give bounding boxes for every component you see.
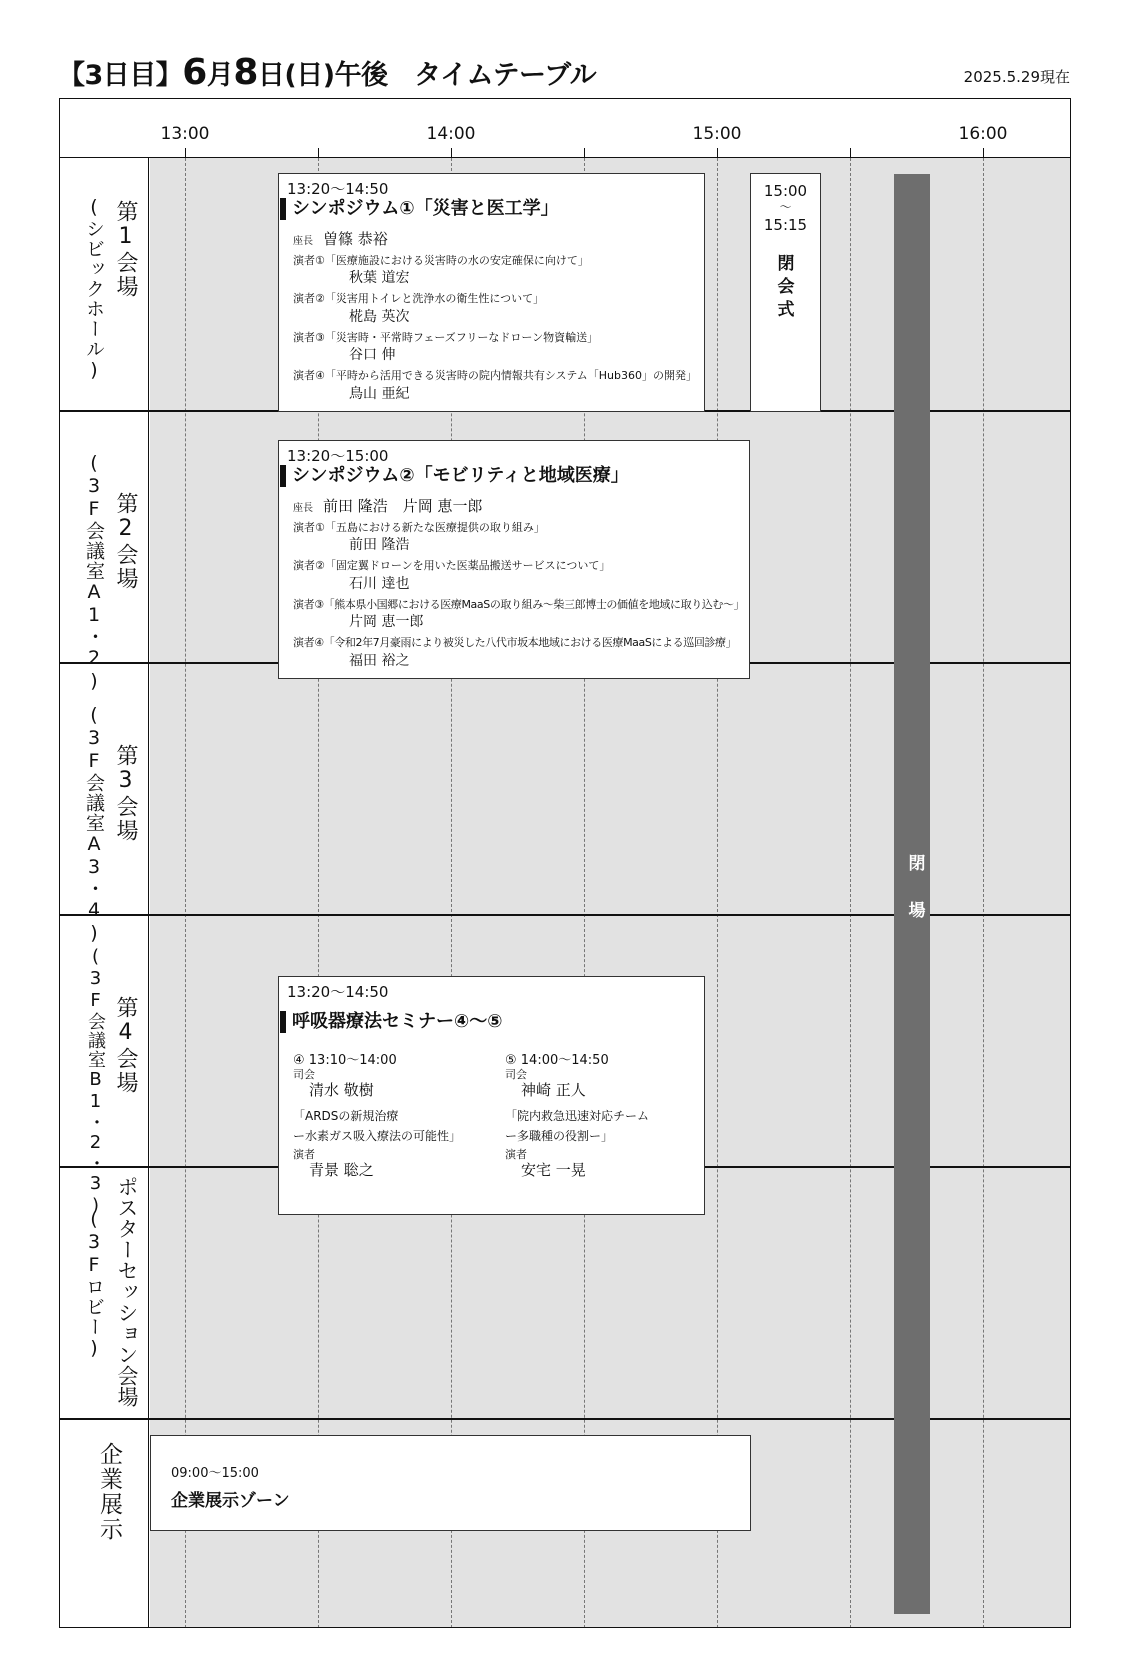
title-month-unit: 月	[206, 60, 234, 91]
chair-name: 前田 隆浩 片岡 恵一郎	[323, 497, 483, 515]
seminar-4-chair-label: 司会	[293, 1068, 315, 1081]
session-exhibit-zone[interactable]	[150, 1435, 751, 1531]
session-symposium-2[interactable]	[278, 440, 750, 679]
room-sub: (3F会議室A1・2)	[83, 452, 105, 693]
room-sub: (3Fロビー)	[83, 1208, 105, 1360]
title-rest: 午後 タイムテーブル	[334, 60, 597, 91]
time-label-1400: 14:00	[426, 124, 476, 144]
room-label-poster	[72, 1176, 142, 1416]
session-title: シンポジウム②「モビリティと地域医療」	[280, 465, 629, 487]
session-respiratory-seminar[interactable]	[278, 976, 705, 1215]
talk-3-topic	[293, 598, 744, 612]
seminar-5-head: ⑤ 14:00〜14:50	[505, 1053, 609, 1068]
talk-2-topic	[293, 559, 610, 573]
closing-label: 閉会式	[773, 254, 794, 323]
closing-start: 15:00	[763, 182, 808, 200]
room-name: 第4会場	[113, 996, 138, 1095]
title-month: 6	[182, 52, 207, 93]
time-label-1500: 15:00	[692, 124, 742, 144]
talk-2-speaker: 石川 達也	[349, 576, 410, 592]
talk-4-speaker: 福田 裕之	[349, 653, 410, 669]
talk-topic: 「災害時・平常時フェーズフリーなドローン物資輸送」	[324, 331, 599, 344]
seminar-4-topic-1: 「ARDSの新規治療	[293, 1109, 399, 1123]
talk-1-topic	[293, 254, 589, 268]
talk-topic: 「災害用トイレと洗浄水の衛生性について」	[324, 292, 545, 305]
chair-name: 曽篠 恭裕	[323, 230, 388, 248]
closing-end: 15:15	[763, 216, 808, 234]
seminar-5-topic-2: ー多職種の役割ー」	[505, 1129, 614, 1143]
room-name: 第3会場	[113, 744, 138, 843]
chair-line	[293, 228, 388, 249]
talk-label: 演者③	[293, 331, 325, 344]
talk-4-speaker: 鳥山 亜紀	[349, 386, 410, 402]
room-name: 第2会場	[113, 492, 138, 591]
talk-topic: 「平時から活用できる災害時の院内情報共有システム「Hub360」の開発」	[324, 369, 697, 382]
talk-4-topic	[293, 369, 697, 383]
chair-label: 座長	[293, 503, 313, 514]
seminar-5-speaker: 安宅 一晃	[521, 1161, 586, 1179]
room-sub: (3F会議室B1・2・3)	[85, 946, 106, 1217]
session-symposium-1[interactable]	[278, 173, 705, 412]
room-label-2	[72, 452, 142, 693]
time-label-1300: 13:00	[160, 124, 210, 144]
talk-topic: 「固定翼ドローンを用いた医薬品搬送サービスについて」	[324, 559, 611, 572]
talk-topic: 「熊本県小国郷における医療MaaSの取り組み〜柴三郎博士の価値を地域に取り込む〜」	[323, 598, 745, 611]
room-sub: (シビックホール)	[83, 196, 105, 382]
talk-topic: 「医療施設における災害時の水の安定確保に向けて」	[324, 254, 589, 267]
talk-1-topic	[293, 521, 545, 535]
seminar-5-topic-1: 「院内救急迅速対応チーム	[505, 1109, 650, 1123]
talk-2-topic	[293, 292, 544, 306]
page-title	[58, 52, 596, 93]
closing-tilde: 〜	[779, 200, 792, 214]
session-closing-ceremony[interactable]	[750, 173, 821, 412]
title-bracket: 【3日目】	[58, 60, 183, 91]
talk-4-topic	[293, 636, 736, 650]
talk-topic: 「五島における新たな医療提供の取り組み」	[324, 521, 545, 534]
room-label-4	[72, 946, 142, 1217]
talk-label: 演者①	[293, 521, 325, 534]
chair-label: 座長	[293, 236, 313, 247]
seminar-4-head: ④ 13:10〜14:00	[293, 1053, 397, 1068]
talk-3-speaker: 片岡 恵一郎	[349, 614, 424, 630]
talk-label: 演者①	[293, 254, 325, 267]
talk-3-speaker: 谷口 伸	[349, 347, 396, 363]
seminar-4-speaker-label: 演者	[293, 1148, 315, 1161]
talk-1-speaker: 前田 隆浩	[349, 537, 410, 553]
seminar-4-speaker: 青景 聡之	[309, 1161, 374, 1179]
room-name: 企業展示	[96, 1442, 122, 1542]
room-name: ポスターセッション会場	[115, 1176, 139, 1407]
talk-label: 演者④	[293, 636, 324, 649]
talk-label: 演者②	[293, 292, 325, 305]
seminar-5-chair-label: 司会	[505, 1068, 527, 1081]
talk-1-speaker: 秋葉 道宏	[349, 270, 410, 286]
seminar-4-chair-name: 清水 敬樹	[309, 1081, 374, 1099]
room-label-exhibit	[72, 1436, 142, 1616]
chair-line	[293, 495, 483, 516]
session-time: 13:20〜14:50	[287, 180, 389, 198]
title-day-unit: 日	[257, 60, 285, 91]
time-label-1600: 16:00	[958, 124, 1008, 144]
exhibit-time: 09:00〜15:00	[171, 1466, 259, 1481]
as-of-date: 2025.5.29現在	[963, 68, 1070, 86]
talk-topic: 「令和2年7月豪雨により被災した八代市坂本地域における医療MaaSによる巡回診療」	[323, 636, 737, 649]
exhibit-title: 企業展示ゾーン	[171, 1491, 290, 1511]
talk-2-speaker: 椛島 英次	[349, 309, 410, 325]
room-label-3	[72, 704, 142, 945]
session-time: 13:20〜15:00	[287, 447, 389, 465]
seminar-4-topic-2: ー水素ガス吸入療法の可能性」	[293, 1129, 462, 1143]
talk-label: 演者④	[293, 369, 325, 382]
session-title: シンポジウム①「災害と医工学」	[280, 198, 559, 220]
talk-label: 演者②	[293, 559, 325, 572]
seminar-5-chair-name: 神崎 正人	[521, 1081, 586, 1099]
room-name: 第1会場	[113, 200, 138, 299]
session-title: 呼吸器療法セミナー④〜⑤	[280, 1011, 502, 1033]
room-sub: (3F会議室A3・4)	[83, 704, 105, 945]
venue-closed-label: 閉場	[904, 854, 925, 948]
talk-label: 演者③	[293, 598, 324, 611]
room-label-1	[72, 196, 142, 400]
seminar-5-speaker-label: 演者	[505, 1148, 527, 1161]
talk-3-topic	[293, 331, 598, 345]
title-weekday: (日)	[284, 60, 335, 91]
session-time: 13:20〜14:50	[287, 983, 389, 1001]
title-day: 8	[233, 52, 258, 93]
